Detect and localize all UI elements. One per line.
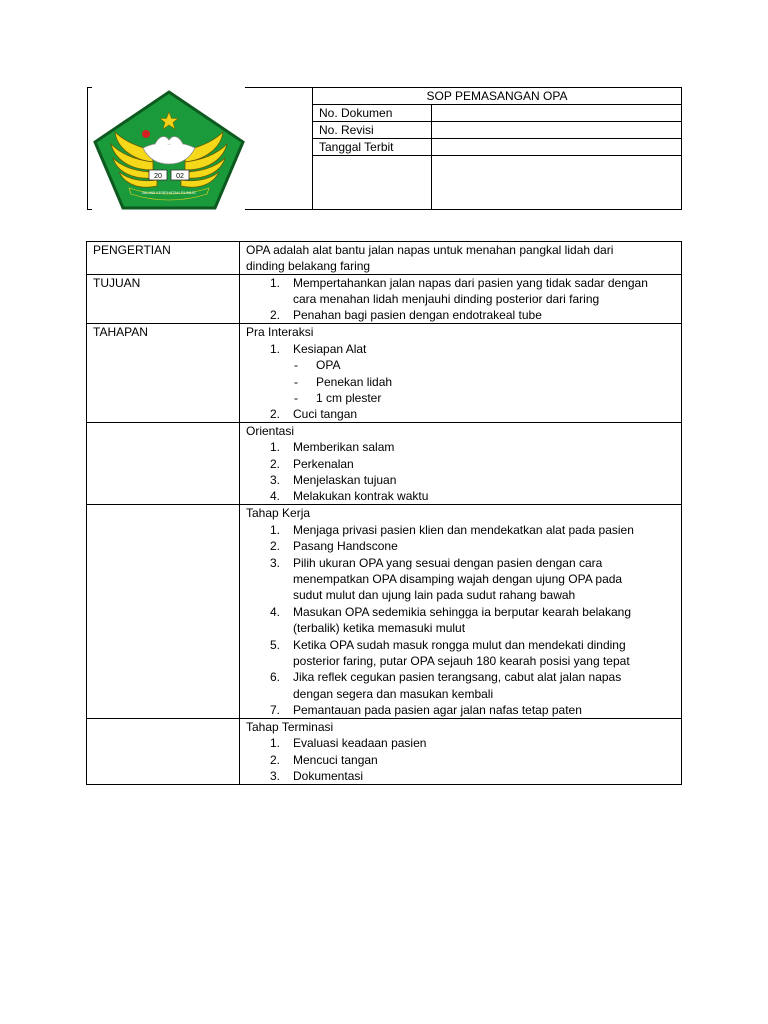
kerja-item-line: Pasang Handscone bbox=[293, 539, 398, 553]
list-number: 2. bbox=[269, 457, 280, 471]
kerja-item-line: dengan segera dan masukan kembali bbox=[293, 687, 494, 701]
dash-bullet: - bbox=[294, 375, 298, 389]
tujuan-item-2-line-1: Penahan bagi pasien dengan endotrakeal tube bbox=[293, 308, 542, 322]
kerja-item-line: Pemantauan pada pasien agar jalan nafas tetap paten bbox=[293, 703, 582, 717]
tahap-terminasi-heading: Tahap Terminasi bbox=[246, 720, 334, 734]
tahap-kerja-heading: Tahap Kerja bbox=[246, 506, 311, 520]
tahapan-label: TAHAPAN bbox=[93, 325, 148, 339]
kerja-item-line: sudut mulut dan ujung lain pada sudut rahang bawah bbox=[293, 588, 576, 602]
logo-year-right: 02 bbox=[176, 173, 184, 180]
kerja-item-line: Menjaga privasi pasien klien dan mendekatkan alat pada pasien bbox=[293, 523, 634, 537]
kerja-item-line: Pilih ukuran OPA yang sesuai dengan pasien dengan cara bbox=[293, 556, 603, 570]
pra-interaksi-heading: Pra Interaksi bbox=[246, 325, 314, 339]
logo-year-left: 20 bbox=[154, 173, 162, 180]
issue-date-label: Tanggal Terbit bbox=[319, 140, 394, 154]
logo-ribbon-text: BAJAB KESEHATAN RUMUS bbox=[142, 190, 196, 195]
alat-subitem: Penekan lidah bbox=[316, 375, 393, 389]
kerja-item-line: Jika reflek cegukan pasien terangsang, cabut alat jalan napas bbox=[293, 670, 622, 684]
terminasi-item: Dokumentasi bbox=[293, 769, 364, 783]
list-number: 1. bbox=[269, 342, 280, 356]
dash-bullet: - bbox=[294, 391, 298, 405]
tujuan-label: TUJUAN bbox=[93, 276, 141, 290]
orientasi-heading: Orientasi bbox=[246, 424, 295, 438]
list-number: 2. bbox=[269, 753, 280, 767]
revision-label: No. Revisi bbox=[319, 123, 374, 137]
list-number: 3. bbox=[269, 769, 280, 783]
kerja-item-line: Masukan OPA sedemikia sehingga ia berputar kearah belakang bbox=[293, 605, 631, 619]
list-number: 3. bbox=[269, 556, 280, 570]
sop-title: SOP PEMASANGAN OPA bbox=[426, 89, 568, 103]
list-number: 1. bbox=[269, 736, 280, 750]
list-number: 1. bbox=[269, 523, 280, 537]
list-number: 7. bbox=[269, 703, 280, 717]
list-number: 2. bbox=[269, 407, 280, 421]
kesiapan-alat-item: Kesiapan Alat bbox=[293, 342, 367, 356]
orientasi-item: Menjelaskan tujuan bbox=[293, 473, 397, 487]
list-number: 6. bbox=[269, 670, 280, 684]
list-number: 5. bbox=[269, 638, 280, 652]
cuci-tangan-item: Cuci tangan bbox=[293, 407, 358, 421]
tujuan-item-1-line-1: Mempertahankan jalan napas dari pasien yang tidak sadar dengan bbox=[293, 276, 648, 290]
terminasi-item: Mencuci tangan bbox=[293, 753, 378, 767]
pengertian-label: PENGERTIAN bbox=[93, 243, 171, 257]
list-number: 4. bbox=[269, 605, 280, 619]
kerja-item-line: posterior faring, putar OPA sejauh 180 kearah posisi yang tepat bbox=[293, 654, 630, 668]
terminasi-item: Evaluasi keadaan pasien bbox=[293, 736, 427, 750]
institution-logo bbox=[93, 90, 245, 212]
list-number: 4. bbox=[269, 489, 280, 503]
list-number: 2. bbox=[269, 539, 280, 553]
list-number: 3. bbox=[269, 473, 280, 487]
kerja-item-line: (terbalik) ketika memasuki mulut bbox=[293, 621, 466, 635]
tujuan-item-number: 1. bbox=[269, 276, 280, 290]
orientasi-item: Perkenalan bbox=[293, 457, 354, 471]
pengertian-text-line-1: OPA adalah alat bantu jalan napas untuk menahan pangkal lidah dari bbox=[246, 243, 614, 257]
tujuan-item-1-line-2: cara menahan lidah menjauhi dinding posterior dari faring bbox=[293, 292, 600, 306]
alat-subitem: 1 cm plester bbox=[316, 391, 382, 405]
orientasi-item: Memberikan salam bbox=[293, 440, 395, 454]
orientasi-item: Melakukan kontrak waktu bbox=[293, 489, 429, 503]
tujuan-item-number: 2. bbox=[269, 308, 280, 322]
alat-subitem: OPA bbox=[316, 358, 341, 372]
kerja-item-line: menempatkan OPA disamping wajah dengan ujung OPA pada bbox=[293, 572, 623, 586]
pengertian-text-line-2: dinding belakang faring bbox=[246, 259, 371, 273]
list-number: 1. bbox=[269, 440, 280, 454]
doc-number-label: No. Dokumen bbox=[319, 106, 393, 120]
kerja-item-line: Ketika OPA sudah masuk rongga mulut dan mendekati dinding bbox=[293, 638, 626, 652]
dash-bullet: - bbox=[294, 358, 298, 372]
